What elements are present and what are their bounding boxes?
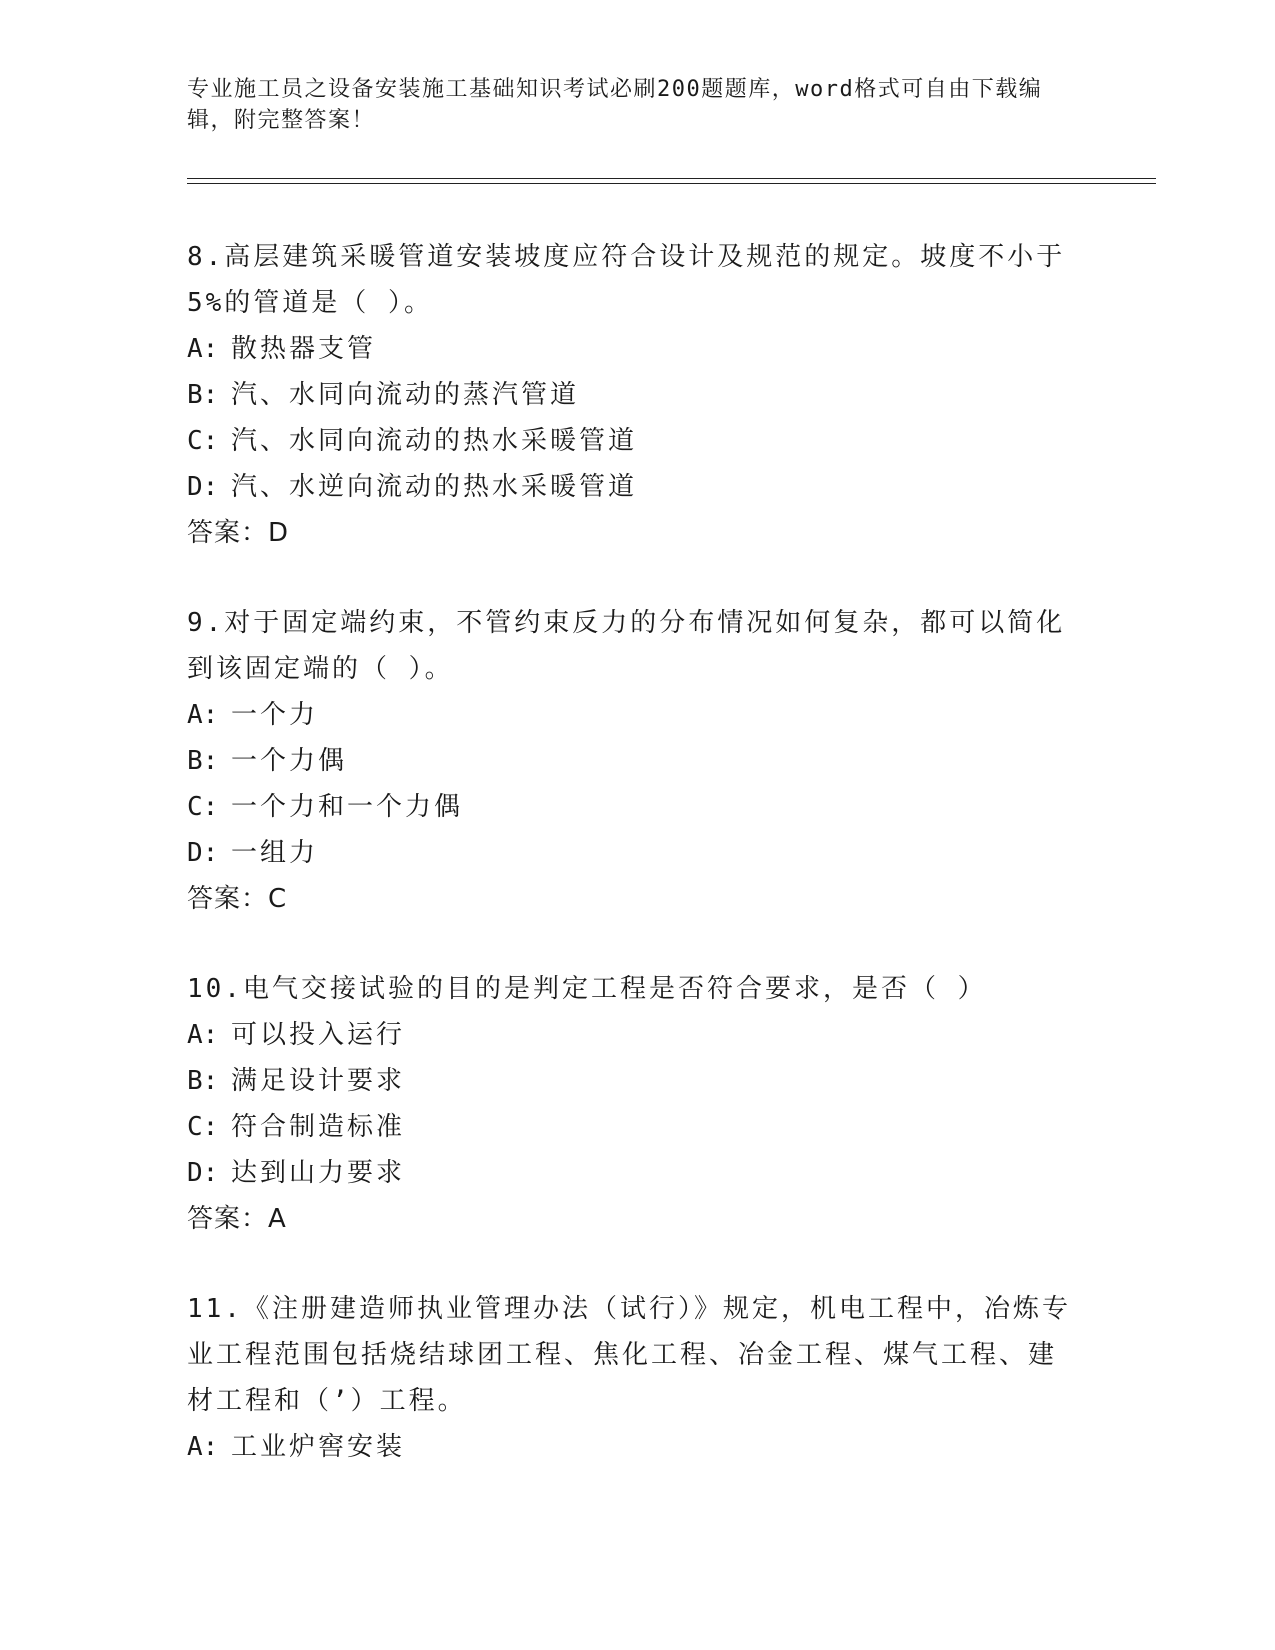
option-c (187, 784, 1077, 830)
option-a (187, 692, 1077, 738)
option-letter: A: (187, 700, 219, 730)
option-text: 一个力和一个力偶 (231, 792, 464, 822)
option-letter: A: (187, 1432, 219, 1462)
option-letter: C: (187, 1112, 219, 1142)
answer-line: 答案：A (187, 1204, 287, 1234)
option-text: 汽、水同向流动的蒸汽管道 (231, 380, 580, 410)
document-header: 专业施工员之设备安装施工基础知识考试必刷200题题库，word格式可自由下载编辑，附完整答案！ (187, 77, 1043, 133)
option-d (187, 1150, 1077, 1196)
option-b (187, 372, 1077, 418)
option-a (187, 1424, 1077, 1470)
header-divider-bottom (187, 183, 1156, 184)
option-letter: C: (187, 426, 219, 456)
option-letter: A: (187, 1020, 219, 1050)
option-c (187, 418, 1077, 464)
option-letter: B: (187, 746, 219, 776)
question-9 (187, 600, 1077, 922)
option-letter: C: (187, 792, 219, 822)
option-text: 散热器支管 (231, 334, 377, 364)
option-d (187, 830, 1077, 876)
option-letter: B: (187, 1066, 219, 1096)
option-text: 一组力 (231, 838, 319, 868)
header-divider-top (187, 178, 1156, 179)
option-b (187, 1058, 1077, 1104)
option-b (187, 738, 1077, 784)
question-stem: 8.高层建筑采暖管道安装坡度应符合设计及规范的规定。坡度不小于5%的管道是（ ）。 (187, 242, 1066, 318)
option-letter: D: (187, 1158, 219, 1188)
question-8 (187, 234, 1077, 556)
option-d (187, 464, 1077, 510)
option-a (187, 326, 1077, 372)
option-text: 可以投入运行 (231, 1020, 406, 1050)
option-text: 满足设计要求 (231, 1066, 406, 1096)
answer-line: 答案：D (187, 518, 290, 548)
option-a (187, 1012, 1077, 1058)
option-text: 符合制造标准 (231, 1112, 406, 1142)
answer-line: 答案：C (187, 884, 288, 914)
question-stem: 10.电气交接试验的目的是判定工程是否符合要求，是否（ ） (187, 974, 987, 1004)
option-text: 达到山力要求 (231, 1158, 406, 1188)
question-stem: 9.对于固定端约束，不管约束反力的分布情况如何复杂，都可以简化到该固定端的（ ）。 (187, 608, 1066, 684)
question-10 (187, 966, 1077, 1242)
option-letter: B: (187, 380, 219, 410)
option-letter: D: (187, 472, 219, 502)
question-11 (187, 1286, 1077, 1470)
option-text: 一个力偶 (231, 746, 348, 776)
question-stem: 11.《注册建造师执业管理办法（试行）》规定，机电工程中，冶炼专业工程范围包括烧结球团工程、焦化工程、冶金工程、煤气工程、建材工程和（’）工程。 (187, 1294, 1071, 1416)
option-text: 汽、水逆向流动的热水采暖管道 (231, 472, 638, 502)
option-text: 工业炉窖安装 (231, 1432, 406, 1462)
option-c (187, 1104, 1077, 1150)
option-letter: A: (187, 334, 219, 364)
option-text: 汽、水同向流动的热水采暖管道 (231, 426, 638, 456)
option-text: 一个力 (231, 700, 319, 730)
option-letter: D: (187, 838, 219, 868)
